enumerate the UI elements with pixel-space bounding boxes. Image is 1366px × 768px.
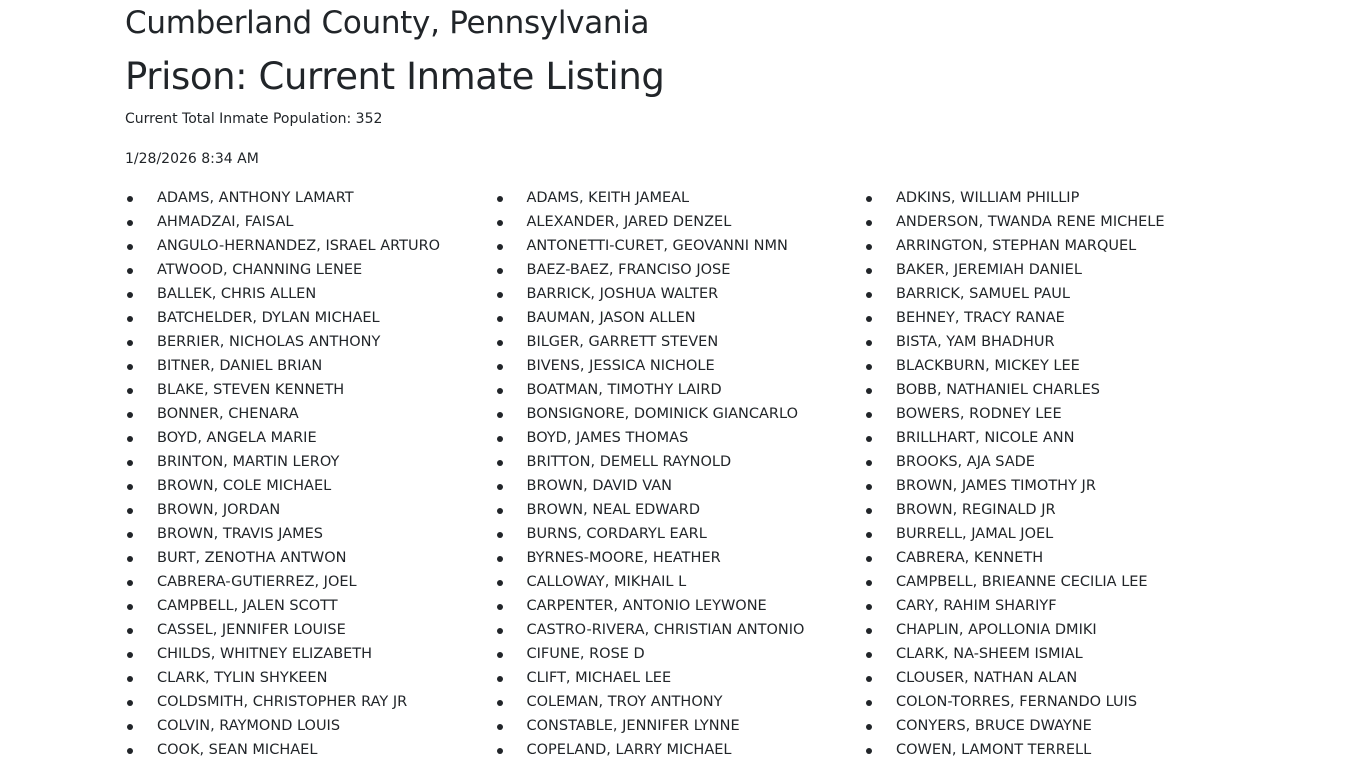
inmate-list-item [125,378,495,402]
inmate-name: BITNER, DANIEL BRIAN [157,358,323,374]
inmate-list-item [125,714,495,738]
inmate-list-item [125,618,495,642]
inmate-name: CIFUNE, ROSE D [526,646,645,662]
bullet-icon [497,460,503,466]
bullet-icon [497,268,503,274]
bullet-icon [866,604,872,610]
inmate-name: BURNS, CORDARYL EARL [526,526,707,542]
inmate-list-item [495,522,865,546]
bullet-icon [866,364,872,370]
inmate-name: ADAMS, KEITH JAMEAL [526,190,690,206]
inmate-name: COLEMAN, TROY ANTHONY [526,694,723,710]
inmate-name: COLON-TORRES, FERNANDO LUIS [896,694,1138,710]
inmate-name: BARRICK, SAMUEL PAUL [896,286,1070,302]
inmate-name: BONNER, CHENARA [157,406,299,422]
inmate-list-item [864,210,1234,234]
inmate-list-item [495,306,865,330]
inmate-list-item [495,210,865,234]
bullet-icon [866,460,872,466]
inmate-name: BRINTON, MARTIN LEROY [157,454,340,470]
inmate-name: BROWN, DAVID VAN [526,478,672,494]
inmate-name: COPELAND, LARRY MICHAEL [526,742,732,758]
inmate-list-item [125,690,495,714]
inmate-list-item [864,306,1234,330]
inmate-list-item [125,234,495,258]
bullet-icon [497,196,503,202]
inmate-name: CABRERA, KENNETH [896,550,1044,566]
inmate-list-item [495,186,865,210]
inmate-list-item [864,402,1234,426]
inmate-list-item [864,234,1234,258]
inmate-name: BAEZ-BAEZ, FRANCISO JOSE [526,262,731,278]
inmate-name: BLAKE, STEVEN KENNETH [157,382,345,398]
inmate-list-item [495,402,865,426]
bullet-icon [866,196,872,202]
inmate-name: CALLOWAY, MIKHAIL L [526,574,687,590]
county-heading: Cumberland County, Pennsylvania [125,5,650,41]
bullet-icon [497,412,503,418]
bullet-icon [127,532,133,538]
inmate-name: ARRINGTON, STEPHAN MARQUEL [896,238,1137,254]
inmate-name: CONSTABLE, JENNIFER LYNNE [526,718,740,734]
inmate-name: CARY, RAHIM SHARIYF [896,598,1057,614]
inmate-list-item [864,354,1234,378]
inmate-list-item [125,186,495,210]
bullet-icon [866,556,872,562]
inmate-list-item [864,570,1234,594]
inmate-list-item [864,378,1234,402]
inmate-name: COLDSMITH, CHRISTOPHER RAY JR [157,694,408,710]
inmate-list-item [125,546,495,570]
inmate-name: CHAPLIN, APOLLONIA DMIKI [896,622,1097,638]
bullet-icon [127,436,133,442]
inmate-name: ATWOOD, CHANNING LENEE [157,262,363,278]
inmate-list-item [495,690,865,714]
inmate-name: BRILLHART, NICOLE ANN [896,430,1075,446]
inmate-list-item [864,282,1234,306]
bullet-icon [866,316,872,322]
bullet-icon [497,556,503,562]
bullet-icon [127,556,133,562]
bullet-icon [127,628,133,634]
inmate-column-2 [495,186,865,762]
bullet-icon [127,580,133,586]
inmate-list-item [495,594,865,618]
bullet-icon [127,364,133,370]
inmate-list-item [864,714,1234,738]
bullet-icon [127,652,133,658]
inmate-name: BONSIGNORE, DOMINICK GIANCARLO [526,406,798,422]
inmate-list-item [495,738,865,762]
page-title: Prison: Current Inmate Listing [125,55,665,98]
bullet-icon [497,532,503,538]
inmate-list-item [864,450,1234,474]
bullet-icon [866,436,872,442]
inmate-list-item [125,306,495,330]
inmate-list-item [864,522,1234,546]
inmate-name: BERRIER, NICHOLAS ANTHONY [157,334,381,350]
inmate-list-item [125,450,495,474]
inmate-list-item [495,618,865,642]
inmate-list-item [495,546,865,570]
inmate-list-item [864,474,1234,498]
bullet-icon [497,652,503,658]
inmate-name: BOYD, JAMES THOMAS [526,430,689,446]
inmate-list-item [495,258,865,282]
bullet-icon [866,340,872,346]
inmate-list-item [495,378,865,402]
inmate-list-item [864,186,1234,210]
bullet-icon [127,316,133,322]
inmate-name: COWEN, LAMONT TERRELL [896,742,1092,758]
inmate-list-item [864,666,1234,690]
inmate-list-item [495,474,865,498]
inmate-list-item [125,498,495,522]
inmate-list-item [125,426,495,450]
inmate-list-item [125,642,495,666]
inmate-name: CONYERS, BRUCE DWAYNE [896,718,1092,734]
inmate-name: CLARK, TYLIN SHYKEEN [157,670,328,686]
inmate-list-item [125,282,495,306]
bullet-icon [127,412,133,418]
bullet-icon [127,268,133,274]
inmate-column-1 [125,186,495,762]
bullet-icon [866,220,872,226]
inmate-name: BURRELL, JAMAL JOEL [896,526,1054,542]
inmate-list-item [864,642,1234,666]
inmate-list-item [495,426,865,450]
bullet-icon [127,484,133,490]
bullet-icon [127,340,133,346]
inmate-name: ANTONETTI-CURET, GEOVANNI NMN [526,238,788,254]
inmate-name: ANGULO-HERNANDEZ, ISRAEL ARTURO [157,238,441,254]
inmate-name: BALLEK, CHRIS ALLEN [157,286,317,302]
inmate-name: BROWN, TRAVIS JAMES [157,526,323,542]
inmate-list-item [125,594,495,618]
inmate-name: COLVIN, RAYMOND LOUIS [157,718,341,734]
bullet-icon [497,244,503,250]
inmate-name: BROWN, JORDAN [157,502,281,518]
inmate-name: BROWN, JAMES TIMOTHY JR [896,478,1096,494]
inmate-list-item [864,498,1234,522]
inmate-name: BRITTON, DEMELL RAYNOLD [526,454,732,470]
inmate-list-item [495,354,865,378]
inmate-list-item [864,738,1234,762]
inmate-list-item [864,426,1234,450]
inmate-column-3 [864,186,1234,762]
bullet-icon [866,388,872,394]
inmate-name: COOK, SEAN MICHAEL [157,742,318,758]
inmate-name: CARPENTER, ANTONIO LEYWONE [526,598,767,614]
bullet-icon [127,604,133,610]
inmate-list-item [125,666,495,690]
bullet-icon [497,700,503,706]
inmate-name: AHMADZAI, FAISAL [157,214,294,230]
bullet-icon [127,244,133,250]
inmate-name: BIVENS, JESSICA NICHOLE [526,358,715,374]
bullet-icon [127,388,133,394]
bullet-icon [866,532,872,538]
inmate-name: BROWN, NEAL EDWARD [526,502,700,518]
bullet-icon [866,244,872,250]
bullet-icon [497,364,503,370]
inmate-list-item [864,690,1234,714]
bullet-icon [497,724,503,730]
inmate-name: ANDERSON, TWANDA RENE MICHELE [896,214,1165,230]
bullet-icon [866,700,872,706]
inmate-name: BROOKS, AJA SADE [896,454,1035,470]
bullet-icon [497,580,503,586]
bullet-icon [127,748,133,754]
inmate-list-item [495,498,865,522]
inmate-name: BROWN, COLE MICHAEL [157,478,332,494]
inmate-list-item [125,402,495,426]
bullet-icon [497,340,503,346]
inmate-name: BILGER, GARRETT STEVEN [526,334,719,350]
inmate-name: BYRNES-MOORE, HEATHER [526,550,721,566]
inmate-list-item [495,330,865,354]
inmate-list-item [125,210,495,234]
timestamp: 1/28/2026 8:34 AM [125,151,259,167]
population-count: Current Total Inmate Population: 352 [125,111,383,127]
inmate-name: BATCHELDER, DYLAN MICHAEL [157,310,380,326]
bullet-icon [497,316,503,322]
inmate-list [125,186,1234,762]
inmate-name: BOWERS, RODNEY LEE [896,406,1062,422]
inmate-list-item [864,546,1234,570]
bullet-icon [497,604,503,610]
inmate-name: CLARK, NA-SHEEM ISMIAL [896,646,1083,662]
inmate-name: BARRICK, JOSHUA WALTER [526,286,719,302]
bullet-icon [497,220,503,226]
inmate-name: CHILDS, WHITNEY ELIZABETH [157,646,373,662]
inmate-list-item [495,570,865,594]
bullet-icon [127,508,133,514]
inmate-list-item [495,234,865,258]
inmate-list-item [125,258,495,282]
inmate-list-item [125,474,495,498]
bullet-icon [866,724,872,730]
inmate-list-item [864,330,1234,354]
inmate-name: BOBB, NATHANIEL CHARLES [896,382,1100,398]
bullet-icon [866,676,872,682]
inmate-list-item [125,330,495,354]
bullet-icon [127,700,133,706]
bullet-icon [497,508,503,514]
inmate-name: CAMPBELL, BRIEANNE CECILIA LEE [896,574,1148,590]
inmate-name: BAKER, JEREMIAH DANIEL [896,262,1082,278]
inmate-list-item [864,594,1234,618]
inmate-name: ALEXANDER, JARED DENZEL [526,214,732,230]
inmate-name: BOYD, ANGELA MARIE [157,430,317,446]
inmate-name: CLIFT, MICHAEL LEE [526,670,672,686]
bullet-icon [127,460,133,466]
bullet-icon [127,292,133,298]
inmate-name: BOATMAN, TIMOTHY LAIRD [526,382,722,398]
inmate-name: CABRERA-GUTIERREZ, JOEL [157,574,357,590]
inmate-list-item [125,522,495,546]
bullet-icon [497,388,503,394]
bullet-icon [866,628,872,634]
inmate-name: BROWN, REGINALD JR [896,502,1056,518]
inmate-list-item [125,354,495,378]
bullet-icon [497,484,503,490]
bullet-icon [497,676,503,682]
bullet-icon [127,676,133,682]
inmate-list-item [864,618,1234,642]
bullet-icon [866,412,872,418]
inmate-name: ADKINS, WILLIAM PHILLIP [896,190,1080,206]
inmate-list-item [125,738,495,762]
bullet-icon [866,268,872,274]
inmate-name: CASTRO-RIVERA, CHRISTIAN ANTONIO [526,622,805,638]
bullet-icon [866,508,872,514]
bullet-icon [866,292,872,298]
inmate-name: BURT, ZENOTHA ANTWON [157,550,347,566]
inmate-name: BLACKBURN, MICKEY LEE [896,358,1080,374]
inmate-name: CASSEL, JENNIFER LOUISE [157,622,346,638]
inmate-name: BEHNEY, TRACY RANAE [896,310,1065,326]
inmate-name: CAMPBELL, JALEN SCOTT [157,598,338,614]
inmate-list-item [495,666,865,690]
bullet-icon [127,196,133,202]
bullet-icon [497,748,503,754]
bullet-icon [497,628,503,634]
bullet-icon [127,220,133,226]
inmate-list-item [125,570,495,594]
inmate-name: ADAMS, ANTHONY LAMART [157,190,354,206]
bullet-icon [866,484,872,490]
bullet-icon [127,724,133,730]
bullet-icon [866,748,872,754]
inmate-list-item [495,282,865,306]
inmate-list-item [864,258,1234,282]
inmate-list-item [495,642,865,666]
bullet-icon [497,436,503,442]
bullet-icon [866,580,872,586]
inmate-list-item [495,714,865,738]
bullet-icon [866,652,872,658]
inmate-name: BISTA, YAM BHADHUR [896,334,1055,350]
bullet-icon [497,292,503,298]
inmate-name: BAUMAN, JASON ALLEN [526,310,696,326]
inmate-list-item [495,450,865,474]
inmate-name: CLOUSER, NATHAN ALAN [896,670,1078,686]
